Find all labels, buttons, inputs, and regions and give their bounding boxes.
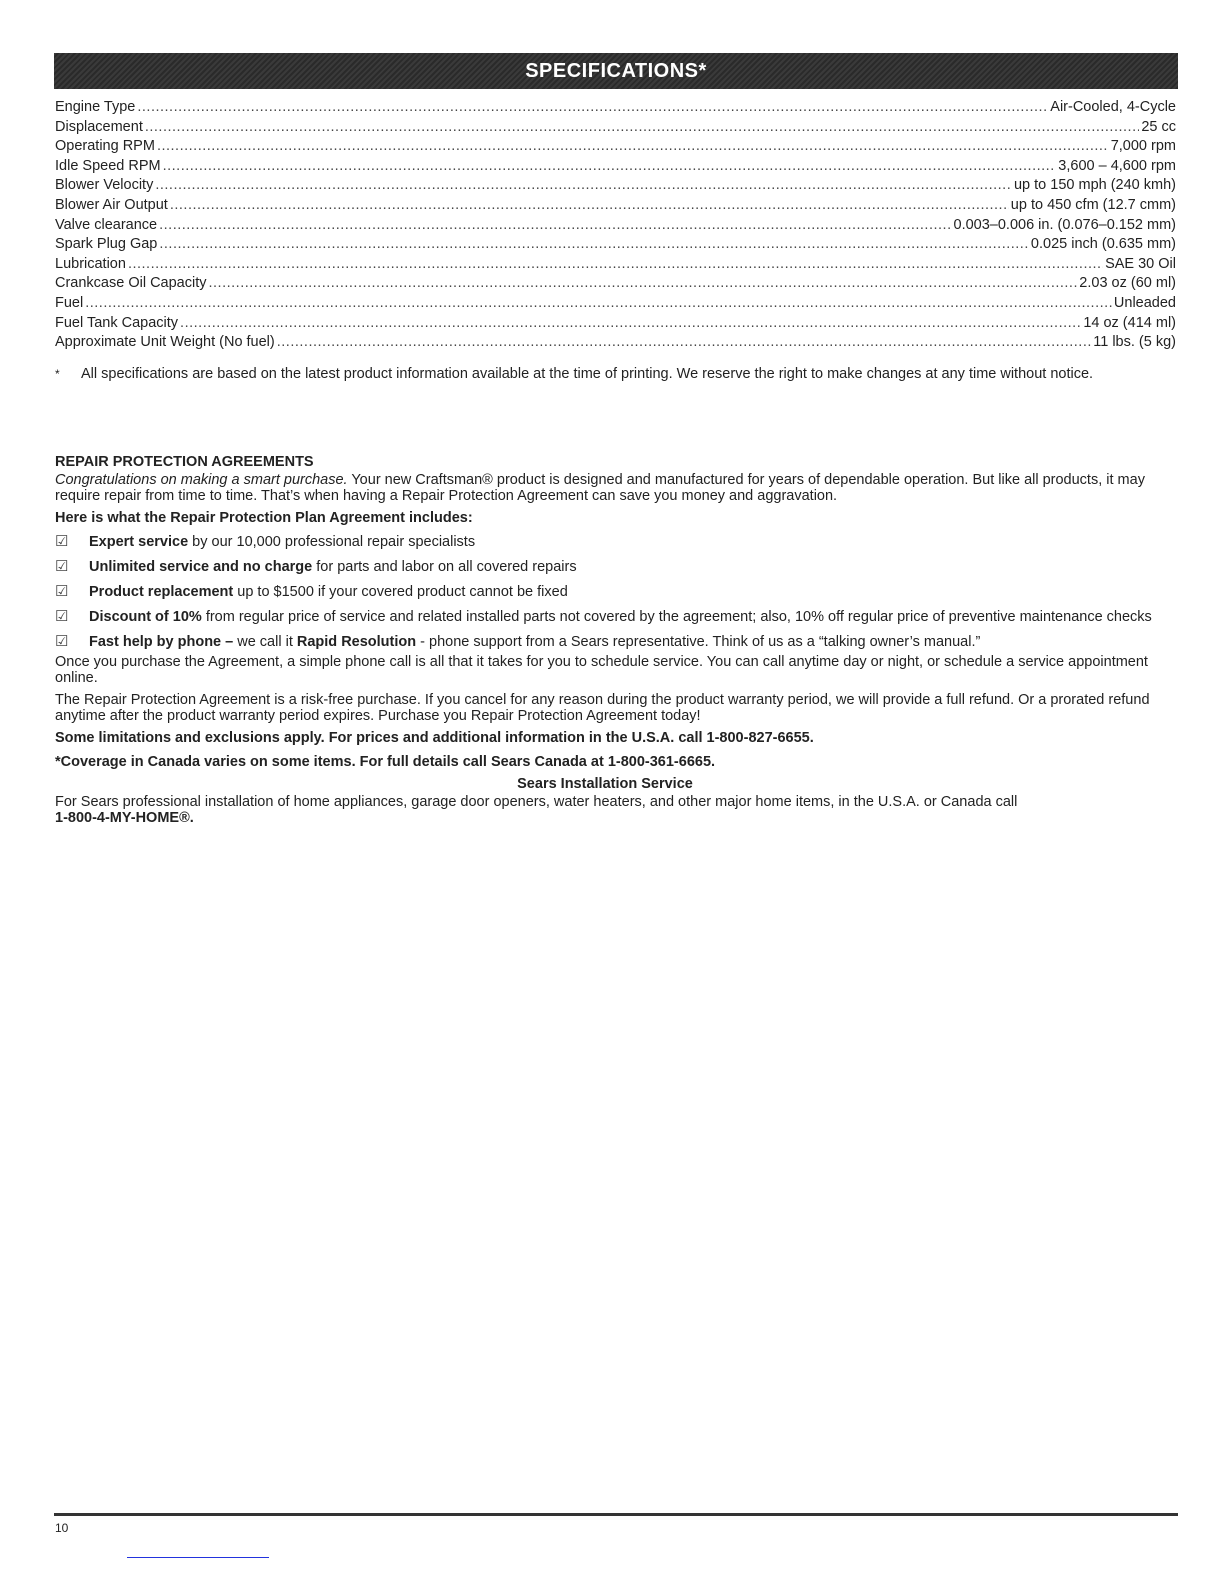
specifications-footnote: [55, 366, 1155, 382]
limitations-text: Some limitations and exclusions apply. For prices and additional information in the U.S.A. call 1-800-827-6655.: [55, 730, 814, 746]
purchase-paragraph: Once you purchase the Agreement, a simple phone call is all that it takes for you to schedule service. You can call anytime day or night, or schedule a service appointment online.: [55, 654, 1148, 686]
item-text: for parts and labor on all covered repairs: [312, 559, 577, 575]
spec-label: Lubrication: [55, 255, 126, 272]
intro-text: Your new Craftsman® product is designed and manufactured for years of dependable operation. But like all products, it may require repair from time to time. That’s when having a Repair Protection Agreement can save you money and aggravation.: [55, 472, 1145, 504]
spec-value: up to 450 cfm (12.7 cmm): [1010, 196, 1176, 213]
footnote-star: *: [55, 367, 60, 381]
item-bold: Discount of 10%: [89, 609, 202, 625]
dot-leader: [159, 235, 1029, 255]
checkbox-icon: ☑: [55, 533, 69, 550]
specifications-list: [55, 98, 1176, 353]
intro-italic: Congratulations on making a smart purchase.: [55, 472, 348, 488]
dot-leader: [128, 255, 1103, 275]
checklist-item: [55, 559, 1155, 575]
spec-label: Operating RPM: [55, 138, 155, 155]
spec-row: [55, 137, 1176, 157]
checklist-item: [55, 609, 1155, 625]
spec-value: 0.025 inch (0.635 mm): [1030, 236, 1176, 253]
checkbox-icon: ☑: [55, 608, 69, 625]
spec-value: SAE 30 Oil: [1105, 255, 1176, 272]
spec-label: Blower Air Output: [55, 196, 168, 213]
spec-value: 0.003–0.006 in. (0.076–0.152 mm): [953, 216, 1176, 233]
spec-label: Crankcase Oil Capacity: [55, 275, 207, 292]
item-bold: Expert service: [89, 534, 189, 550]
spec-value: up to 150 mph (240 kmh): [1013, 177, 1176, 194]
spec-value: 3,600 – 4,600 rpm: [1058, 157, 1176, 174]
spec-label: Spark Plug Gap: [55, 236, 158, 253]
spec-value: 2.03 oz (60 ml): [1079, 275, 1176, 292]
spec-label: Blower Velocity: [55, 177, 154, 194]
spec-value: 14 oz (414 ml): [1083, 314, 1176, 331]
spec-row: [55, 98, 1176, 118]
item-bold: Product replacement: [89, 584, 234, 600]
spec-label: Idle Speed RPM: [55, 157, 161, 174]
checkbox-icon: ☑: [55, 633, 69, 650]
item-text: up to $1500 if your covered product cannot be fixed: [233, 584, 568, 600]
specifications-banner: SPECIFICATIONS*: [54, 53, 1178, 89]
dot-leader: [155, 176, 1012, 196]
item-bold: Unlimited service and no charge: [89, 559, 313, 575]
dot-leader: [170, 196, 1009, 216]
spec-label: Fuel: [55, 294, 84, 311]
footnote-text: All specifications are based on the latest product information available at the time of printing. We reserve the right to make changes at any time without notice.: [81, 366, 1094, 382]
installation-heading: Sears Installation Service: [517, 776, 693, 792]
blue-underline-mark: [127, 1557, 269, 1558]
spec-value: Air-Cooled, 4-Cycle: [1050, 99, 1176, 115]
spec-row: [55, 176, 1176, 196]
spec-row: [55, 216, 1176, 236]
spec-value: 7,000 rpm: [1110, 138, 1176, 155]
item-text: - phone support from a Sears representative. Think of us as a “talking owner’s manual.”: [416, 634, 981, 650]
repair-heading: REPAIR PROTECTION AGREEMENTS: [55, 454, 314, 470]
spec-label: Valve clearance: [55, 216, 158, 233]
checkbox-icon: ☑: [55, 583, 69, 600]
checklist-item: [55, 534, 1155, 550]
installation-text: [55, 794, 1155, 826]
spec-row: [55, 157, 1176, 177]
dot-leader: [277, 333, 1092, 353]
dot-leader: [85, 294, 1112, 314]
item-bold: Fast help by phone –: [89, 634, 234, 650]
repair-protection-section: [55, 454, 1155, 832]
spec-row: [55, 196, 1176, 216]
risk-free-paragraph: The Repair Protection Agreement is a risk-free purchase. If you cancel for any reason during the product warranty period, we will provide a full refund. Or a prorated refund anytime after the product warranty period expires. Purchase you Repair Protection Agreement today!: [55, 692, 1150, 724]
spec-row: [55, 274, 1176, 294]
footer-rule: [54, 1513, 1178, 1516]
dot-leader: [163, 157, 1057, 177]
spec-label: Engine Type: [55, 99, 136, 115]
spec-row: [55, 314, 1176, 334]
dot-leader: [145, 118, 1139, 138]
page-number: 10: [55, 1521, 69, 1535]
spec-row: [55, 235, 1176, 255]
dot-leader: [137, 98, 1048, 118]
dot-leader: [157, 137, 1109, 157]
installation-phone: 1-800-4-MY-HOME®.: [55, 810, 194, 826]
item-text: we call it: [233, 634, 297, 650]
item-bold: Rapid Resolution: [296, 634, 417, 650]
checklist-item: [55, 584, 1155, 600]
spec-label: Approximate Unit Weight (No fuel): [55, 334, 275, 351]
dot-leader: [180, 314, 1081, 334]
dot-leader: [209, 274, 1078, 294]
spec-row: [55, 333, 1176, 353]
spec-value: 25 cc: [1141, 118, 1176, 135]
canada-coverage-text: *Coverage in Canada varies on some items. For full details call Sears Canada at 1-800-361-6665.: [55, 754, 716, 770]
spec-label: Displacement: [55, 118, 143, 135]
spec-label: Fuel Tank Capacity: [55, 314, 179, 331]
checklist-item: [55, 634, 1155, 650]
item-text: from regular price of service and related installed parts not covered by the agreement; also, 10% off regular price of preventive maintenance checks: [201, 609, 1152, 625]
spec-row: [55, 294, 1176, 314]
installation-body: For Sears professional installation of home appliances, garage door openers, water heaters, and other major home items, in the U.S.A. or Canada call: [55, 794, 1018, 810]
spec-value: 11 lbs. (5 kg): [1093, 334, 1176, 351]
includes-heading: Here is what the Repair Protection Plan Agreement includes:: [55, 510, 473, 526]
spec-value: Unleaded: [1113, 294, 1176, 311]
spec-row: [55, 118, 1176, 138]
item-text: by our 10,000 professional repair specialists: [188, 534, 476, 550]
dot-leader: [159, 216, 951, 236]
repair-intro: [55, 472, 1155, 504]
spec-row: [55, 255, 1176, 275]
checkbox-icon: ☑: [55, 558, 69, 575]
